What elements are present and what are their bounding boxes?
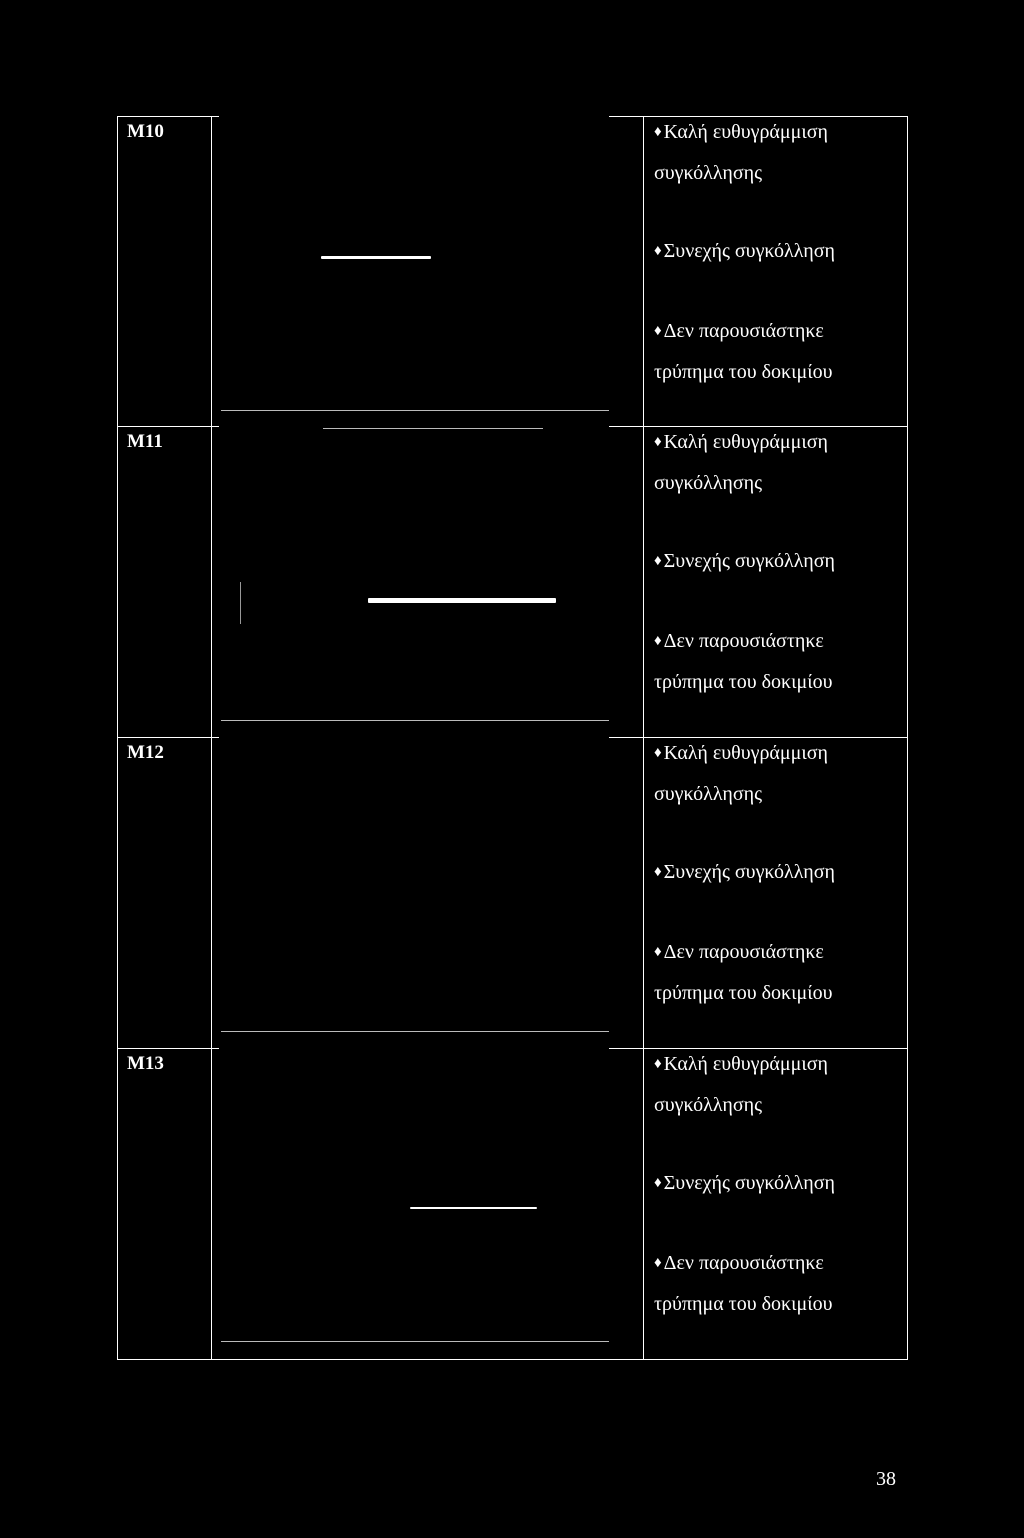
row-desc-m12	[654, 734, 904, 1013]
desc-item-text: Συνεχής συγκόλληση	[663, 550, 835, 572]
diamond-bullet-icon: ♦	[654, 243, 662, 259]
desc-item-text: Συνεχής συγκόλληση	[663, 1172, 835, 1194]
diamond-bullet-icon: ♦	[654, 1056, 662, 1072]
desc-item-line	[654, 933, 904, 974]
item-spacer	[654, 583, 904, 622]
desc-item-text: Δεν παρουσιάστηκε	[663, 320, 824, 342]
desc-item-line	[654, 232, 904, 273]
desc-item-text: Δεν παρουσιάστηκε	[663, 1252, 824, 1274]
desc-item-text: συγκόλλησης	[654, 1094, 762, 1116]
desc-item-line	[654, 1045, 904, 1086]
desc-item-line	[654, 974, 904, 1013]
desc-item-text: συγκόλλησης	[654, 783, 762, 805]
row-label-m12: M12	[127, 742, 164, 763]
desc-item-text: Καλή ευθυγράμμιση	[663, 1053, 828, 1075]
desc-item-line	[654, 154, 904, 193]
desc-item-text: Καλή ευθυγράμμιση	[663, 742, 828, 764]
diamond-bullet-icon: ♦	[654, 944, 662, 960]
row-desc-m11	[654, 423, 904, 702]
diamond-bullet-icon: ♦	[654, 633, 662, 649]
table-divider-image	[643, 116, 644, 1360]
desc-item-text: τρύπημα του δοκιμίου	[654, 982, 833, 1004]
desc-item-line	[654, 1285, 904, 1324]
desc-item-line	[654, 1086, 904, 1125]
row-desc-m10	[654, 113, 904, 392]
item-spacer	[654, 814, 904, 853]
item-spacer	[654, 273, 904, 312]
diamond-bullet-icon: ♦	[654, 124, 662, 140]
item-spacer	[654, 1125, 904, 1164]
row-label-m13: M13	[127, 1053, 164, 1074]
desc-item-text: Δεν παρουσιάστηκε	[663, 630, 824, 652]
desc-item-line	[654, 663, 904, 702]
page-number: 38	[876, 1468, 896, 1490]
desc-item-text: τρύπημα του δοκιμίου	[654, 361, 833, 383]
row-border-top	[117, 116, 219, 117]
photo-edge-m11-mark	[240, 582, 241, 624]
photo-edge-m10-bottom	[221, 410, 609, 411]
desc-item-line	[654, 542, 904, 583]
desc-item-line	[654, 1244, 904, 1285]
table-border-right	[907, 116, 908, 1360]
desc-item-line	[654, 622, 904, 663]
item-spacer	[654, 894, 904, 933]
diamond-bullet-icon: ♦	[654, 553, 662, 569]
desc-item-line	[654, 734, 904, 775]
desc-item-line	[654, 464, 904, 503]
item-spacer	[654, 503, 904, 542]
desc-item-text: Δεν παρουσιάστηκε	[663, 941, 824, 963]
desc-item-line	[654, 423, 904, 464]
photo-edge-m11-bottom	[221, 720, 609, 721]
row-desc-m13	[654, 1045, 904, 1324]
item-spacer	[654, 1205, 904, 1244]
row-border-m11	[117, 426, 219, 427]
desc-item-line	[654, 1164, 904, 1205]
desc-item-line	[654, 853, 904, 894]
row-label-m11: M11	[127, 431, 163, 452]
desc-item-text: Συνεχής συγκόλληση	[663, 240, 835, 262]
diamond-bullet-icon: ♦	[654, 1175, 662, 1191]
diamond-bullet-icon: ♦	[654, 864, 662, 880]
desc-item-text: συγκόλλησης	[654, 162, 762, 184]
row-border-bottom	[117, 1359, 908, 1360]
desc-item-line	[654, 775, 904, 814]
desc-item-text: Καλή ευθυγράμμιση	[663, 431, 828, 453]
weld-seam-m11	[368, 598, 556, 603]
weld-seam-m13	[410, 1207, 537, 1209]
photo-edge-m13-bottom	[221, 1341, 609, 1342]
item-spacer	[654, 193, 904, 232]
desc-item-text: τρύπημα του δοκιμίου	[654, 671, 833, 693]
desc-item-line	[654, 353, 904, 392]
desc-item-text: συγκόλλησης	[654, 472, 762, 494]
table-border-left	[117, 116, 118, 1360]
photo-edge-m12-bottom	[221, 1031, 609, 1032]
diamond-bullet-icon: ♦	[654, 323, 662, 339]
table-divider-id	[211, 116, 212, 1360]
diamond-bullet-icon: ♦	[654, 434, 662, 450]
desc-item-text: τρύπημα του δοκιμίου	[654, 1293, 833, 1315]
row-border-m12	[117, 737, 219, 738]
diamond-bullet-icon: ♦	[654, 745, 662, 761]
diamond-bullet-icon: ♦	[654, 1255, 662, 1271]
photo-edge-m11-top	[323, 428, 543, 429]
desc-item-line	[654, 312, 904, 353]
desc-item-text: Συνεχής συγκόλληση	[663, 861, 835, 883]
desc-item-line	[654, 113, 904, 154]
row-label-m10: M10	[127, 121, 164, 142]
row-border-m13	[117, 1048, 219, 1049]
desc-item-text: Καλή ευθυγράμμιση	[663, 121, 828, 143]
weld-seam-m10	[321, 256, 431, 259]
